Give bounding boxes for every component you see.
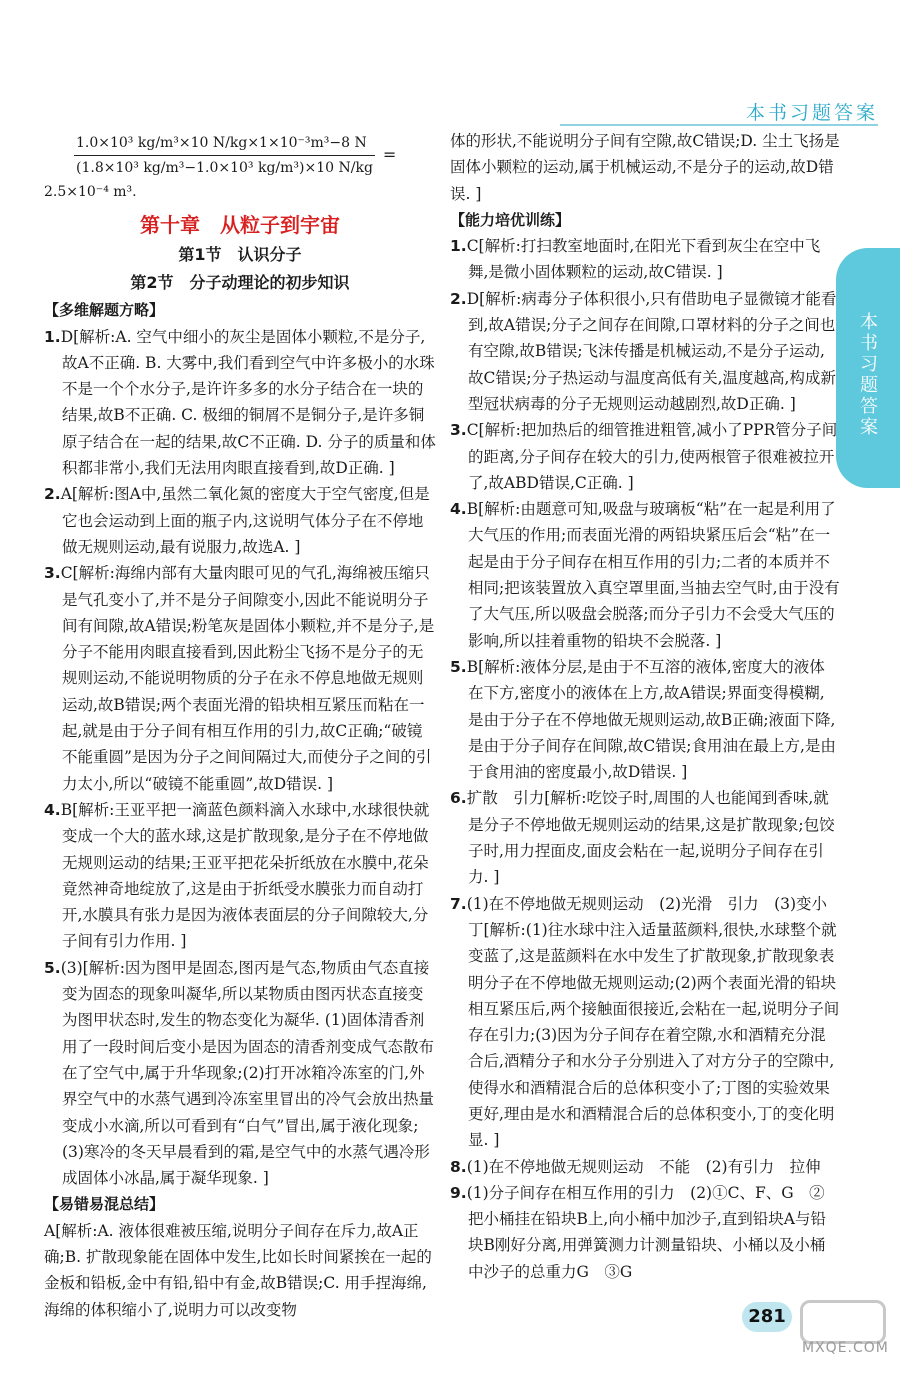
page-number: 281	[748, 1306, 786, 1327]
side-tab	[836, 248, 900, 488]
error-summary: A[解析:A. 液体很难被压缩,说明分子间存在斥力,故A正确;B. 扩散现象能在固体中发生,比如长时间紧挨在一起的金板和铅板,金中有铅,铅中有金,故B错误;C. 用手捏海绵,海绵的体积缩小了,说明力可以改变物	[44, 1221, 432, 1319]
formula-result: 2.5×10⁻⁴ m³.	[44, 184, 137, 200]
section-head-errors: 【易错易混总结】	[44, 1195, 165, 1214]
answer-item: 3.C[解析:海绵内部有大量肉眼可见的气孔,海绵被压缩只是气孔变小了,并不是分子间隙变小,因此不能说明分子间有间隙,故A错误;粉笔灰是固体小颗粒,并不是分子,是分子不能用肉眼直接看到,因此粉尘飞扬不是分子的无规则运动,不能说明物质的分子在永不停息地做无规则运动,故B错误;两个表面光滑的铅块相互紧压而粘在一起,就是由于分子间有相互作用的引力,故C正确;“破镜不能重圆”是因为分子之间间隔过大,而使分子之间的引力太小,所以“破镜不能重圆”,故D错误. ]	[44, 564, 435, 793]
answer-item: 8.(1)在不停地做无规则运动 不能 (2)有引力 拉伸	[450, 1157, 821, 1176]
answer-item: 5.B[解析:液体分层,是由于不互溶的液体,密度大的液体在下方,密度小的液体在上方,故A错误;界面变得模糊,是由于分子在不停地做无规则运动,故B正确;液面下降,是由于分子间存在间隙,故C错误;食用油在最上方,是由于食用油的密度最小,故D错误. ]	[450, 657, 836, 782]
formula-denominator: (1.8×10³ kg/m³−1.0×10³ kg/m³)×10 N/kg	[76, 160, 373, 176]
right-column	[450, 128, 843, 1285]
answer-item: 7.(1)在不停地做无规则运动 (2)光滑 引力 (3)变小 丁[解析:(1)往水球中注入适量蓝颜料,很快,水球整个就变蓝了,这是蓝颜料在水中发生了扩散现象,扩散现象表明分子在不停地做无规则运动;(2)两个表面光滑的铅块相互紧压后,两个接触面很接近,会粘在一起,说明分子间存在引力;(3)因为分子间存在着空隙,水和酒精充分混合后,酒精分子和水分子分别进入了对方分子的空隙中,使得水和酒精混合后的总体积变小了;丁图的实验效果更好,理由是水和酒精混合后的总体积变小,丁的变化明显. ]	[450, 894, 843, 1150]
answer-item: 4.B[解析:由题意可知,吸盘与玻璃板“粘”在一起是利用了大气压的作用;而表面光滑的两铅块紧压后会“粘”在一起是由于分子间存在相互作用的引力;二者的本质并不相同;把该装置放入真空罩里面,当抽去空气时,由于没有了大气压,所以吸盘会脱落;而分子引力不会受大气压的影响,所以挂着重物的铅块不会脱落. ]	[450, 500, 840, 650]
watermark-text: MXQE.COM	[802, 1340, 889, 1356]
section-title-2: 第2节 分子动理论的初步知识	[130, 273, 350, 293]
answer-item: 2.D[解析:病毒分子体积很小,只有借助电子显微镜才能看到,故A错误;分子之间存在间隙,口罩材料的分子之间也有空隙,故B错误;飞沫传播是机械运动,不是分子运动,故C错误;分子热运动与温度高低有关,温度越高,构成新型冠状病毒的分子无规则运动越剧烈,故D正确. ]	[450, 289, 837, 413]
answer-item: 2.A[解析:图A中,虽然二氧化氮的密度大于空气密度,但是它也会运动到上面的瓶子内,这说明气体分子在不停地做无规则运动,最有说服力,故选A. ]	[44, 485, 430, 556]
section-head-training: 【能力培优训练】	[450, 210, 571, 229]
answer-item: 4.B[解析:王亚平把一滴蓝色颜料滴入水球中,水球很快就变成一个大的蓝水球,这是扩散现象,是分子在不停地做无规则运动的结果;王亚平把花朵折纸放在水膜中,花朵竟然神奇地绽放了,这是由于折纸受水膜张力而自动打开,水膜具有张力是因为液体表面层的分子间隙较大,分子间有引力作用. ]	[44, 800, 430, 951]
formula-numerator: 1.0×10³ kg/m³×10 N/kg×1×10⁻³m³−8 N	[74, 132, 375, 156]
watermark-logo	[800, 1300, 886, 1344]
answer-item: 9.(1)分子间存在相互作用的引力 (2)①C、F、G ②把小桶挂在铅块B上,向小桶中加沙子,直到铅块A与铅块B刚好分离,用弹簧测力计测量铅块、小桶以及小桶中沙子的总重力G ③G	[450, 1183, 826, 1281]
answer-item: 3.C[解析:把加热后的细管推进粗管,减小了PPR管分子间的距离,分子间存在较大的引力,使两根管子很难被拉开了,故ABD错误,C正确. ]	[450, 421, 838, 492]
header-rule	[560, 124, 878, 126]
left-column	[44, 128, 436, 1323]
continuation-text: 体的形状,不能说明分子间有空隙,故C错误;D. 尘土飞扬是固体小颗粒的运动,属于机械运动,不是分子的运动,故D错误. ]	[450, 132, 840, 203]
side-tab-label: 本书习题答案	[860, 312, 878, 438]
formula	[74, 132, 436, 179]
chapter-title: 第十章 从粒子到宇宙	[140, 213, 340, 238]
answer-item: 1.C[解析:打扫教室地面时,在阳光下看到灰尘在空中飞舞,是微小固体颗粒的运动,故C错误. ]	[450, 237, 821, 282]
answer-item: 6.扩散 引力[解析:吃饺子时,周围的人也能闻到香味,就是分子不停地做无规则运动的结果,这是扩散现象;包饺子时,用力捏面皮,面皮会粘在一起,说明分子间存在引力. ]	[450, 789, 835, 887]
header-title: 本书习题答案	[745, 102, 878, 124]
answer-item: 5.(3)[解析:因为图甲是固态,图丙是气态,物质由气态直接变为固态的现象叫凝华,所以某物质由图丙状态直接变为图甲状态时,发生的物态变化为凝华. (1)固体清香剂用了一段时间后变小是因为固态的清香剂变成气态散布在了空气中,属于升华现象;(2)打开冰箱冷冻室的门,外界空气中的水蒸气遇到冷冻室里冒出的冷气会放出热量变成小水滴,所以可看到有“白气”冒出,属于液化现象;(3)寒冷的冬天早晨看到的霜,是空气中的水蒸气遇冷形成固体小冰晶,属于凝华现象. ]	[44, 958, 435, 1188]
answer-item: 1.D[解析:A. 空气中细小的灰尘是固体小颗粒,不是分子,故A不正确. B. 大雾中,我们看到空气中许多极小的水珠不是一个个水分子,是许许多多的水分子结合在一块的结果,故B不正确. C. 极细的铜屑不是铜分子,是许多铜原子结合在一起的结果,故C不正确. D. 分子的质量和体积都非常小,我们无法用肉眼直接看到,故D正确. ]	[44, 327, 436, 478]
section-head-methods: 【多维解题方略】	[44, 301, 165, 320]
section-title-1: 第1节 认识分子	[178, 245, 302, 265]
formula-equals: =	[382, 145, 397, 165]
